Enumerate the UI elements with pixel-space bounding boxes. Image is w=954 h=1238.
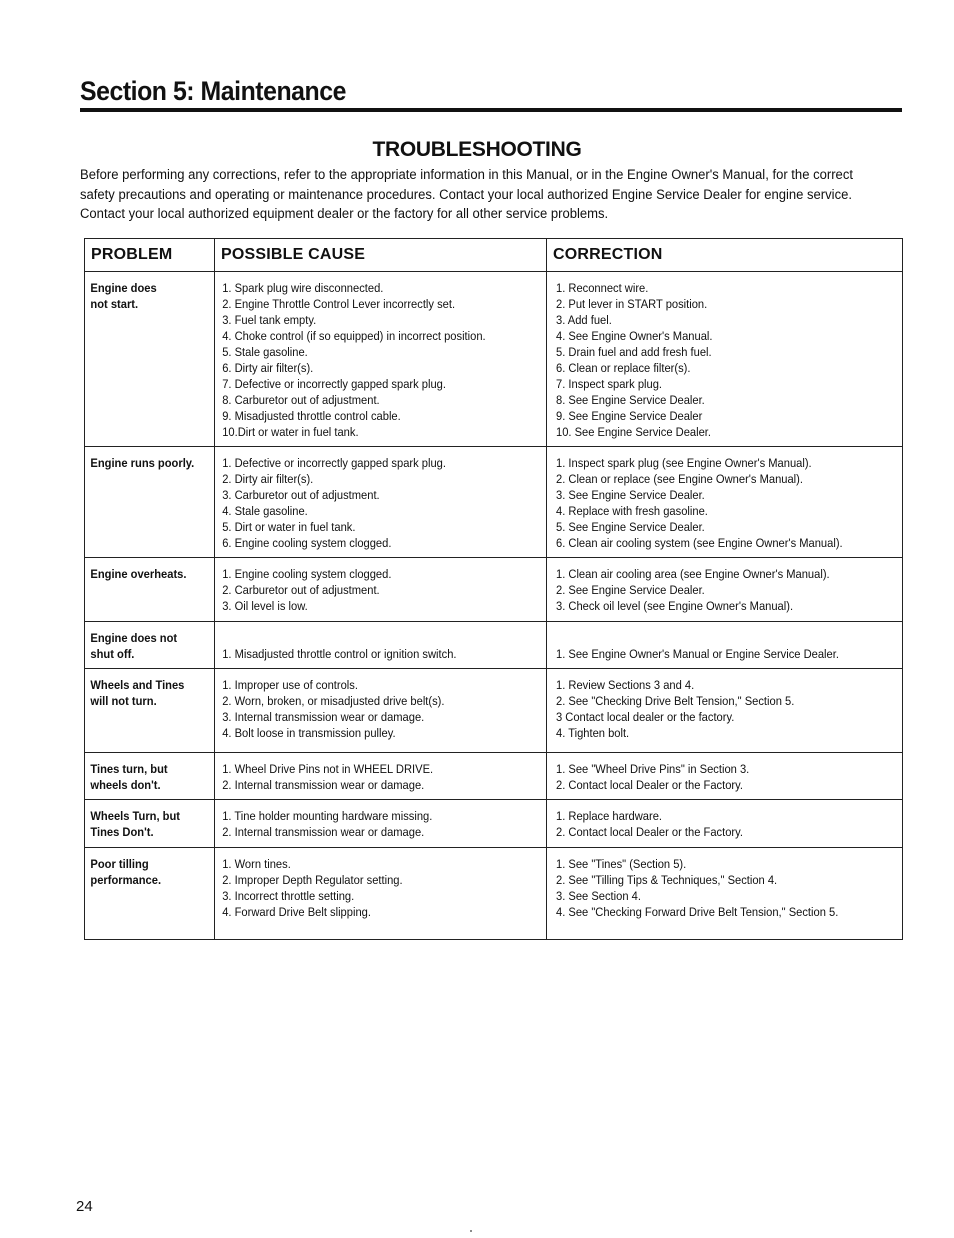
cause-cell-line: 6. Engine cooling system clogged.	[222, 536, 392, 550]
table-row	[85, 447, 903, 558]
correction-cell-line: 1. See "Tines" (Section 5).	[556, 857, 687, 871]
table-body	[85, 272, 903, 940]
cause-cell-line: 8. Carburetor out of adjustment.	[222, 393, 380, 407]
cause-cell-line: 3. Carburetor out of adjustment.	[222, 488, 380, 502]
correction-cell-line: 8. See Engine Service Dealer.	[556, 393, 705, 407]
correction-cell	[547, 669, 903, 753]
cause-cell-line: 1. Misadjusted throttle control or ignition switch.	[222, 647, 457, 661]
problem-cell	[85, 800, 215, 848]
problem-cell-line: wheels don't.	[90, 778, 161, 792]
problem-cell-line: Poor tilling	[90, 857, 149, 871]
problem-cell-line: Tines turn, but	[90, 762, 168, 776]
cause-cell	[215, 848, 547, 940]
cause-cell-line	[222, 630, 579, 646]
cause-cell	[215, 622, 547, 669]
header-problem: PROBLEM	[85, 239, 215, 272]
cause-cell-line: 2. Engine Throttle Control Lever incorrectly set.	[222, 297, 456, 311]
correction-cell-line: 2. Clean or replace (see Engine Owner's Manual).	[556, 472, 803, 486]
problem-cell	[85, 622, 215, 669]
problem-cell	[85, 753, 215, 800]
cause-cell-line: 1. Tine holder mounting hardware missing.	[222, 809, 433, 823]
correction-cell-line: 4. See Engine Owner's Manual.	[556, 329, 713, 343]
problem-cell-line: Wheels Turn, but	[90, 809, 181, 823]
correction-cell-line: 2. Put lever in START position.	[556, 297, 708, 311]
cause-cell	[215, 447, 547, 558]
table-row	[85, 669, 903, 753]
correction-cell-line: 4. Replace with fresh gasoline.	[556, 504, 708, 518]
cause-cell-line: 10.Dirt or water in fuel tank.	[222, 425, 359, 439]
problem-cell-line: performance.	[90, 873, 162, 887]
header-possible-cause: POSSIBLE CAUSE	[215, 239, 547, 272]
cause-cell-line: 5. Dirt or water in fuel tank.	[222, 520, 356, 534]
correction-cell-line: 3. See Section 4.	[556, 889, 641, 903]
cause-cell-line: 2. Worn, broken, or misadjusted drive belt(s).	[222, 694, 445, 708]
cause-cell-line: 4. Choke control (if so equipped) in incorrect position.	[222, 329, 486, 343]
correction-cell-line: 2. See "Tilling Tips & Techniques," Section 4.	[556, 873, 778, 887]
correction-cell-line: 10. See Engine Service Dealer.	[556, 425, 711, 439]
cause-cell-line: 9. Misadjusted throttle control cable.	[222, 409, 401, 423]
correction-cell-line: 6. Clean air cooling system (see Engine Owner's Manual).	[556, 536, 843, 550]
correction-cell-line: 3. Add fuel.	[556, 313, 612, 327]
correction-cell	[547, 272, 903, 447]
problem-cell-line: Engine overheats.	[90, 567, 187, 581]
header-correction: CORRECTION	[547, 239, 903, 272]
correction-cell	[547, 558, 903, 622]
cause-cell-line: 4. Stale gasoline.	[222, 504, 308, 518]
correction-cell-line: 3. See Engine Service Dealer.	[556, 488, 705, 502]
cause-cell-line: 4. Bolt loose in transmission pulley.	[222, 726, 396, 740]
cause-cell-line: 1. Worn tines.	[222, 857, 291, 871]
problem-cell	[85, 447, 215, 558]
cause-cell-line: 2. Internal transmission wear or damage.	[222, 825, 425, 839]
cause-cell-line: 2. Internal transmission wear or damage.	[222, 778, 425, 792]
troubleshooting-heading: TROUBLESHOOTING	[372, 138, 582, 161]
correction-cell	[547, 800, 903, 848]
cause-cell-line: 2. Improper Depth Regulator setting.	[222, 873, 403, 887]
correction-cell-line: 9. See Engine Service Dealer	[556, 409, 703, 423]
problem-cell-line: Tines Don't.	[90, 825, 154, 839]
intro-paragraph: Before performing any corrections, refer to the appropriate information in this Manual, or in the Engine Owner's Manual, for the correct safety precautions and operating or maintenance procedures. Contact your local authorized Engine Service Dealer for engine service. Contact your local authorized equipment dealer or the factory for all other service problems.	[80, 167, 853, 222]
problem-cell-line: shut off.	[90, 647, 135, 661]
table-row	[85, 272, 903, 447]
cause-cell	[215, 558, 547, 622]
correction-cell-line: 5. Drain fuel and add fresh fuel.	[556, 345, 712, 359]
problem-cell-line: Engine runs poorly.	[90, 456, 195, 470]
cause-cell-line: 1. Spark plug wire disconnected.	[222, 281, 384, 295]
correction-cell-line: 2. See Engine Service Dealer.	[556, 583, 705, 597]
cause-cell-line: 6. Dirty air filter(s).	[222, 361, 314, 375]
correction-cell-line: 2. Contact local Dealer or the Factory.	[556, 825, 743, 839]
problem-cell	[85, 272, 215, 447]
cause-cell	[215, 800, 547, 848]
table-row	[85, 558, 903, 622]
correction-cell-line: 4. See "Checking Forward Drive Belt Tension," Section 5.	[556, 905, 839, 919]
problem-cell-line: Wheels and Tines	[90, 678, 185, 692]
cause-cell-line: 3. Incorrect throttle setting.	[222, 889, 355, 903]
correction-cell-line: 2. Contact local Dealer or the Factory.	[556, 778, 743, 792]
correction-cell-line: 1. Replace hardware.	[556, 809, 663, 823]
correction-cell	[547, 753, 903, 800]
correction-cell	[547, 622, 903, 669]
cause-cell	[215, 272, 547, 447]
correction-cell-line: 1. See Engine Owner's Manual or Engine Service Dealer.	[556, 647, 839, 661]
problem-cell-line: Engine does	[90, 281, 157, 295]
problem-cell	[85, 669, 215, 753]
correction-cell-line: 7. Inspect spark plug.	[556, 377, 663, 391]
correction-cell-line: 1. Review Sections 3 and 4.	[556, 678, 695, 692]
table-row	[85, 848, 903, 940]
problem-cell-line: will not turn.	[90, 694, 157, 708]
cause-cell-line: 3. Internal transmission wear or damage.	[222, 710, 425, 724]
problem-cell	[85, 848, 215, 940]
section-rule	[80, 108, 902, 112]
table-row	[85, 800, 903, 848]
cause-cell	[215, 753, 547, 800]
cause-cell-line: 1. Defective or incorrectly gapped spark plug.	[222, 456, 446, 470]
cause-cell-line: 4. Forward Drive Belt slipping.	[222, 905, 371, 919]
cause-cell-line: 7. Defective or incorrectly gapped spark plug.	[222, 377, 446, 391]
correction-cell-line: 1. Inspect spark plug (see Engine Owner's Manual).	[556, 456, 812, 470]
correction-cell-line: 3 Contact local dealer or the factory.	[556, 710, 735, 724]
page-number: 24	[76, 1198, 93, 1215]
troubleshooting-table	[84, 238, 903, 940]
correction-cell-line: 3. Check oil level (see Engine Owner's Manual).	[556, 599, 794, 613]
correction-cell-line: 2. See "Checking Drive Belt Tension," Section 5.	[556, 694, 795, 708]
cause-cell-line: 2. Carburetor out of adjustment.	[222, 583, 380, 597]
table-header-row	[85, 239, 903, 272]
table-row	[85, 622, 903, 669]
section-title: Section 5: Maintenance	[80, 76, 346, 106]
cause-cell-line: 1. Improper use of controls.	[222, 678, 358, 692]
problem-cell-line: Engine does not	[90, 631, 178, 645]
problem-cell	[85, 558, 215, 622]
cause-cell-line: 3. Oil level is low.	[222, 599, 308, 613]
correction-cell-line	[556, 630, 939, 646]
table-row	[85, 753, 903, 800]
cause-cell-line: 1. Wheel Drive Pins not in WHEEL DRIVE.	[222, 762, 434, 776]
correction-cell-line: 1. Reconnect wire.	[556, 281, 649, 295]
problem-cell-line: not start.	[90, 297, 139, 311]
correction-cell-line: 1. Clean air cooling area (see Engine Owner's Manual).	[556, 567, 830, 581]
cause-cell-line: 3. Fuel tank empty.	[222, 313, 317, 327]
cause-cell-line: 5. Stale gasoline.	[222, 345, 308, 359]
correction-cell-line: 6. Clean or replace filter(s).	[556, 361, 691, 375]
cause-cell	[215, 669, 547, 753]
correction-cell-line: 1. See "Wheel Drive Pins" in Section 3.	[556, 762, 750, 776]
correction-cell	[547, 447, 903, 558]
cause-cell-line: 2. Dirty air filter(s).	[222, 472, 314, 486]
correction-cell-line: 5. See Engine Service Dealer.	[556, 520, 705, 534]
correction-cell	[547, 848, 903, 940]
stray-mark	[470, 1230, 472, 1232]
correction-cell-line: 4. Tighten bolt.	[556, 726, 630, 740]
cause-cell-line: 1. Engine cooling system clogged.	[222, 567, 392, 581]
